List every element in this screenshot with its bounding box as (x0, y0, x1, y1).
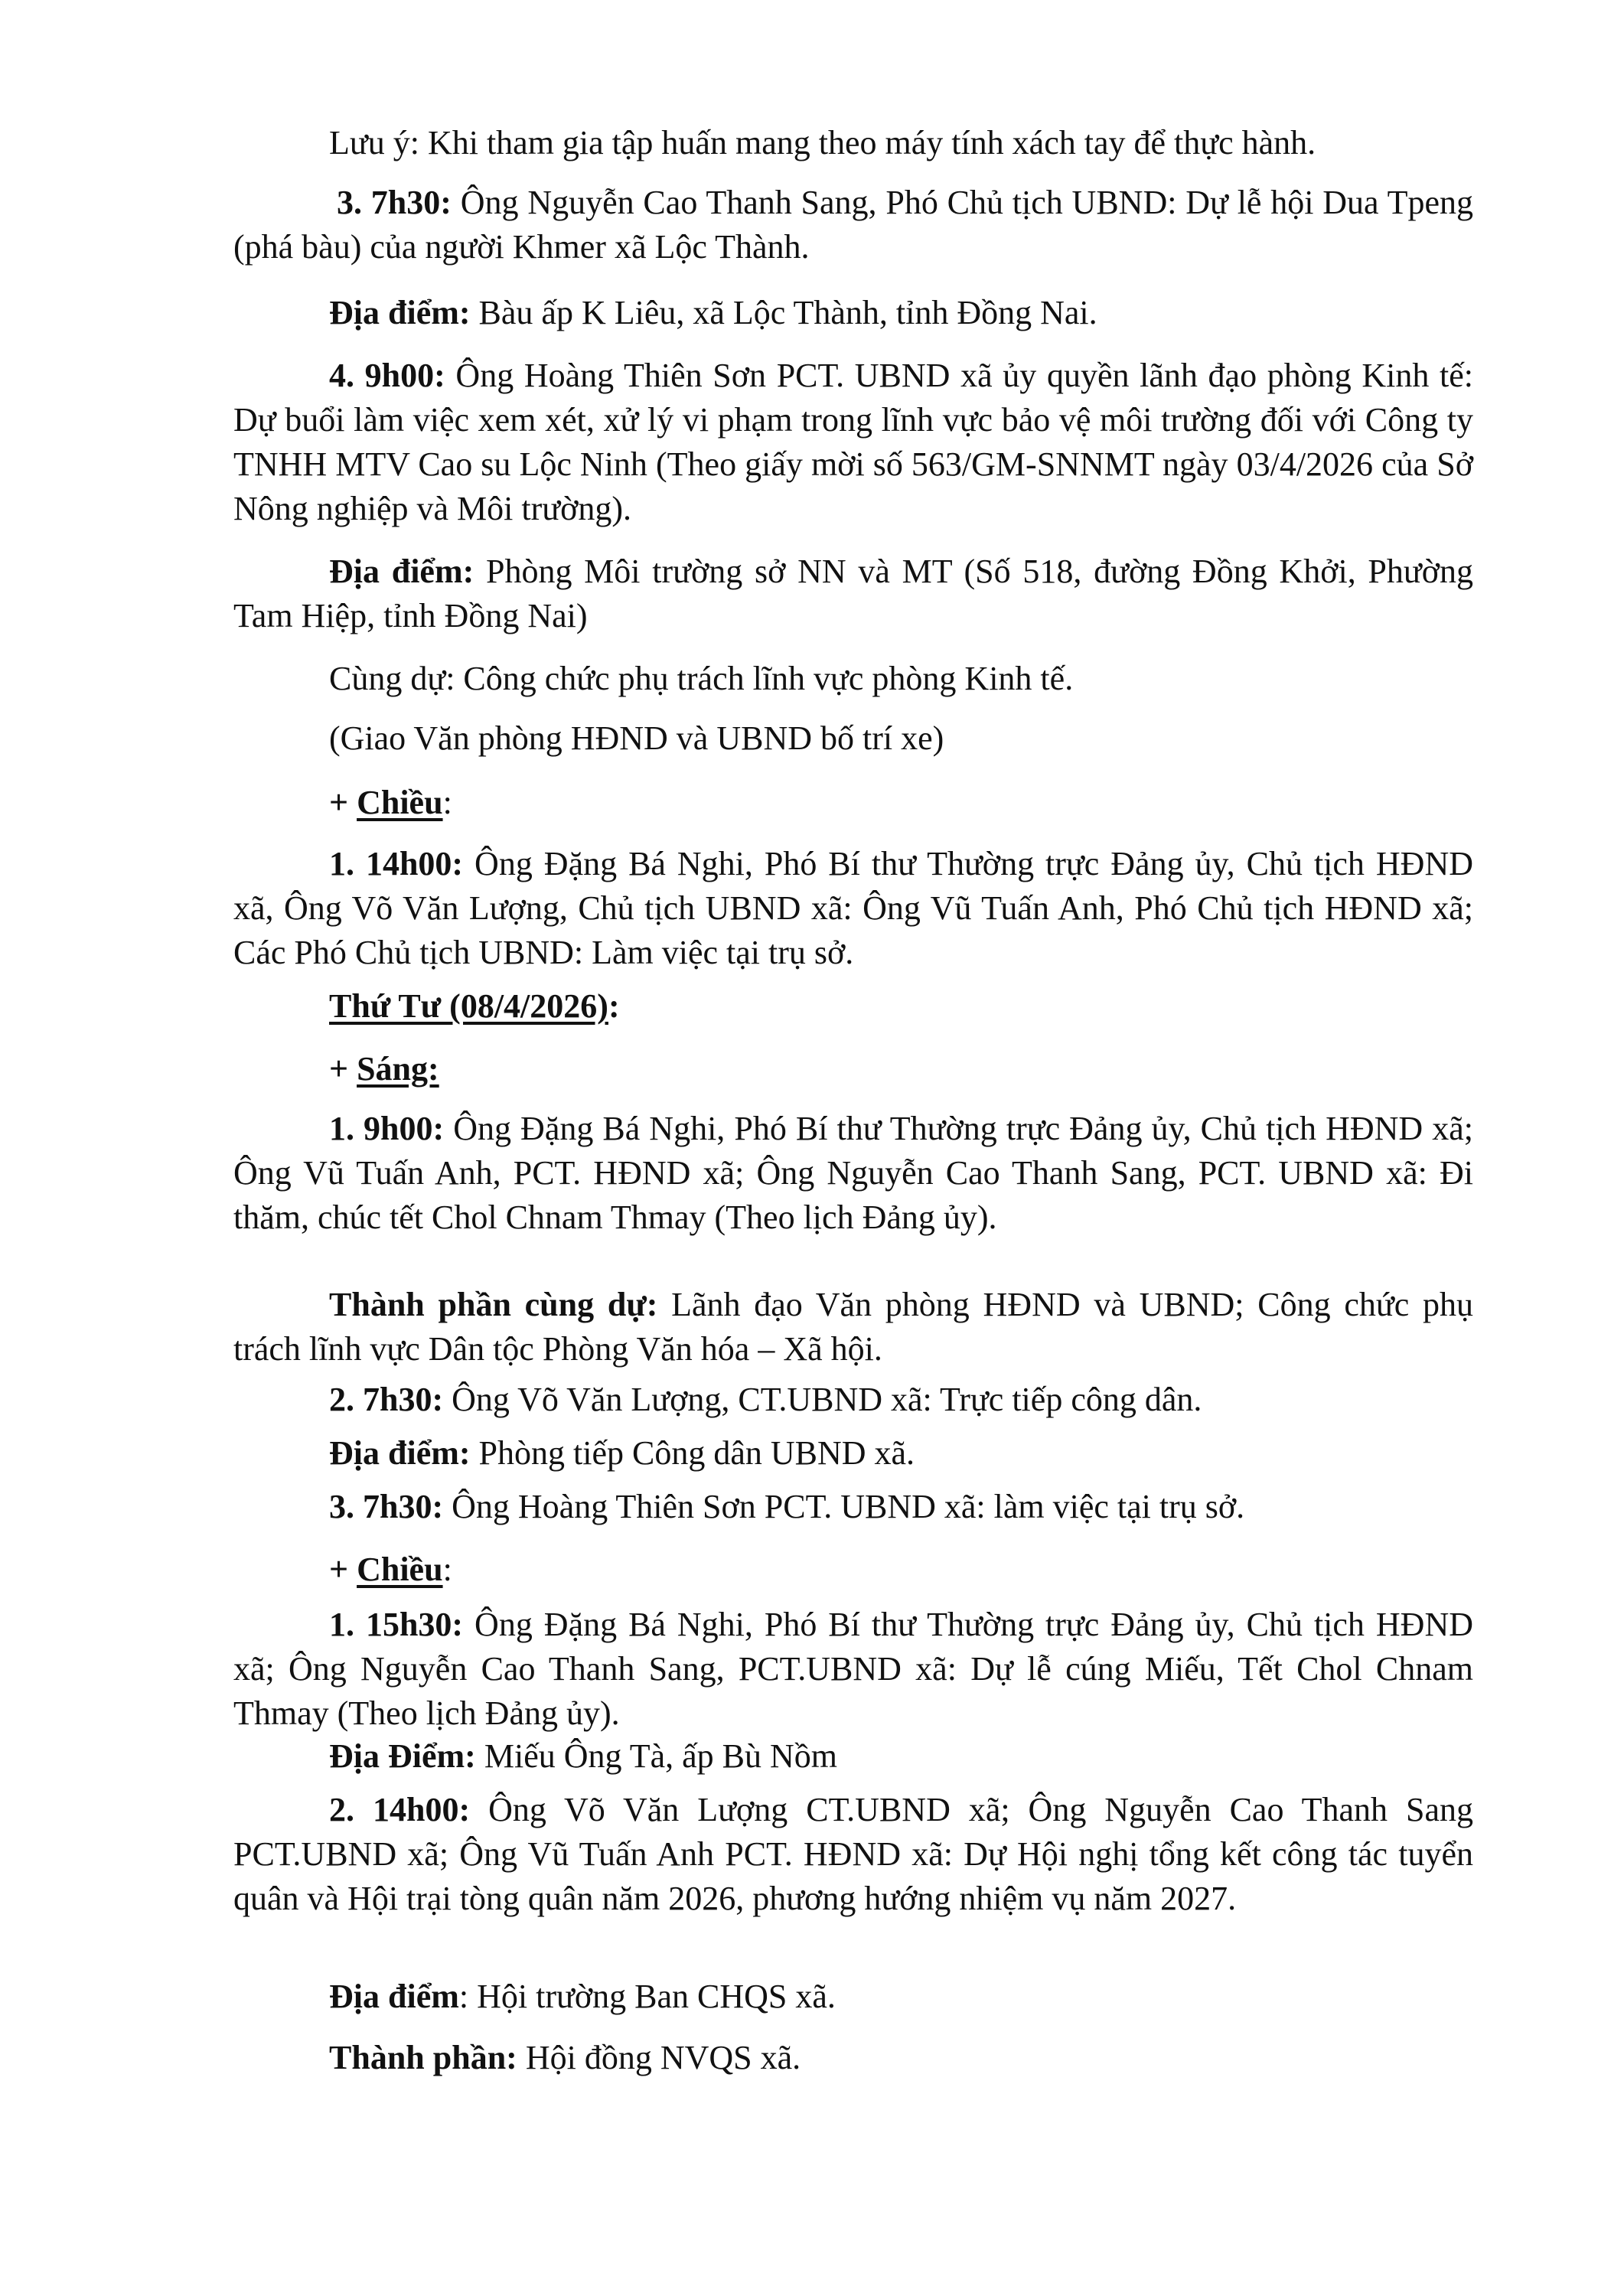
afternoon-label: Chiều (357, 784, 443, 821)
item-1-morning-wed (233, 1107, 1473, 1240)
item-2-time: 2. 7h30: (329, 1381, 444, 1418)
item-1-time: 1. 14h00: (329, 845, 464, 882)
day-label: Thứ Tư (08/4/2026) (329, 987, 608, 1025)
participants-label: Thành phần cùng dự: (329, 1286, 658, 1323)
item-4-morning-tue (233, 354, 1473, 531)
item-2-afternoon-wed (233, 1788, 1473, 1921)
location-label: Địa điểm: (329, 1434, 471, 1472)
location-text: Phòng Môi trường sở NN và MT (Số 518, đường Đồng Khởi, Phường Tam Hiệp, tỉnh Đồng Nai) (233, 553, 1474, 634)
location-text: : Hội trường Ban CHQS xã. (458, 1978, 836, 2015)
item-1-afternoon-wed (233, 1603, 1473, 1736)
plus-marker: + (329, 1551, 357, 1588)
item-4-text: Ông Hoàng Thiên Sơn PCT. UBND xã ủy quyền lãnh đạo phòng Kinh tế: Dự buổi làm việc xem xét, xử lý vi phạm trong lĩnh vực bảo vệ môi trường đối với Công ty TNHH MTV Cao su Lộc Ninh (Theo giấy mời số 563/GM-SNNMT ngày 03/4/2026 của Sở Nông nghiệp và Môi trường). (233, 357, 1474, 527)
location-label: Địa điểm: (329, 294, 471, 331)
item-1-afternoon-tue (233, 842, 1473, 975)
participants-text: Lãnh đạo Văn phòng HĐND và UBND; Công chức phụ trách lĩnh vực Dân tộc Phòng Văn hóa – Xã hội. (233, 1286, 1473, 1368)
item-2-morning-wed (329, 1378, 1477, 1422)
item-3-morning-tue (233, 181, 1473, 269)
attendees-paragraph (329, 657, 1477, 701)
note-text: Lưu ý: Khi tham gia tập huấn mang theo máy tính xách tay để thực hành. (329, 124, 1316, 161)
location-text: Bàu ấp K Liêu, xã Lộc Thành, tỉnh Đồng Nai. (470, 294, 1097, 331)
plus-marker: + (329, 1050, 357, 1088)
vehicle-note (329, 716, 1477, 761)
morning-heading-wed (329, 1047, 1477, 1091)
item-1-time: 1. 9h00: (329, 1110, 445, 1147)
item-3-morning-wed (329, 1485, 1477, 1529)
afternoon-heading-tue (329, 781, 1477, 825)
vehicle-note-text: (Giao Văn phòng HĐND và UBND bố trí xe) (329, 719, 944, 757)
item-2-time: 2. 14h00: (329, 1791, 471, 1828)
participants-item-1 (233, 1283, 1473, 1371)
location-text: Phòng tiếp Công dân UBND xã. (470, 1434, 915, 1472)
item-3-time: 3. 7h30: (329, 1488, 444, 1525)
day-heading-wednesday (329, 984, 1477, 1029)
location-label: Địa điểm: (329, 553, 474, 590)
location-item-2 (329, 1431, 1477, 1476)
item-1-text: Ông Đặng Bá Nghi, Phó Bí thư Thường trực Đảng ủy, Chủ tịch HĐND xã; Ông Nguyễn Cao Thanh Sang, PCT.UBND xã: Dự lễ cúng Miếu, Tết Chol Chnam Thmay (Theo lịch Đảng ủy). (233, 1606, 1473, 1732)
item-4-time: 4. 9h00: (329, 357, 445, 394)
attendees-text: Cùng dự: Công chức phụ trách lĩnh vực phòng Kinh tế. (329, 660, 1074, 697)
location-item-1-afternoon (329, 1734, 1477, 1779)
note-paragraph (329, 121, 1477, 165)
location-item-4 (233, 550, 1473, 638)
morning-label: Sáng: (357, 1050, 439, 1088)
location-item-3 (329, 291, 1477, 335)
location-item-2-afternoon (329, 1975, 1477, 2019)
item-3-time: 3. 7h30: (337, 184, 452, 221)
participants-text: Hội đồng NVQS xã. (517, 2039, 801, 2076)
plus-marker: + (329, 784, 357, 821)
item-3-text: Ông Nguyễn Cao Thanh Sang, Phó Chủ tịch UBND: Dự lễ hội Dua Tpeng (phá bàu) của người Khmer xã Lộc Thành. (233, 184, 1474, 266)
item-3-text: Ông Hoàng Thiên Sơn PCT. UBND xã: làm việc tại trụ sở. (443, 1488, 1245, 1525)
participants-label: Thành phần: (329, 2039, 517, 2076)
location-text: Miếu Ông Tà, ấp Bù Nồm (475, 1737, 837, 1775)
item-2-text: Ông Võ Văn Lượng CT.UBND xã; Ông Nguyễn Cao Thanh Sang PCT.UBND xã; Ông Vũ Tuấn Anh PCT. HĐND xã: Dự Hội nghị tổng kết công tác tuyển quân và Hội trại tòng quân năm 2026, phương hướng nhiệm vụ năm 2027. (233, 1791, 1474, 1917)
item-1-text: Ông Đặng Bá Nghi, Phó Bí thư Thường trực Đảng ủy, Chủ tịch HĐND xã; Ông Vũ Tuấn Anh, PCT. HĐND xã; Ông Nguyễn Cao Thanh Sang, PCT. UBND xã: Đi thăm, chúc tết Chol Chnam Thmay (Theo lịch Đảng ủy). (233, 1110, 1473, 1236)
participants-item-2-afternoon (329, 2036, 1477, 2080)
item-1-text: Ông Đặng Bá Nghi, Phó Bí thư Thường trực Đảng ủy, Chủ tịch HĐND xã, Ông Võ Văn Lượng, Chủ tịch UBND xã: Ông Vũ Tuấn Anh, Phó Chủ tịch HĐND xã; Các Phó Chủ tịch UBND: Làm việc tại trụ sở. (233, 845, 1473, 971)
afternoon-label: Chiều (357, 1551, 443, 1588)
colon: : (442, 1551, 452, 1588)
colon: : (608, 987, 620, 1025)
location-label: Địa Điểm: (329, 1737, 476, 1775)
location-label: Địa điểm (329, 1978, 459, 2015)
colon: : (442, 784, 452, 821)
item-1-time: 1. 15h30: (329, 1606, 464, 1643)
item-2-text: Ông Võ Văn Lượng, CT.UBND xã: Trực tiếp công dân. (443, 1381, 1202, 1418)
afternoon-heading-wed (329, 1548, 1477, 1592)
